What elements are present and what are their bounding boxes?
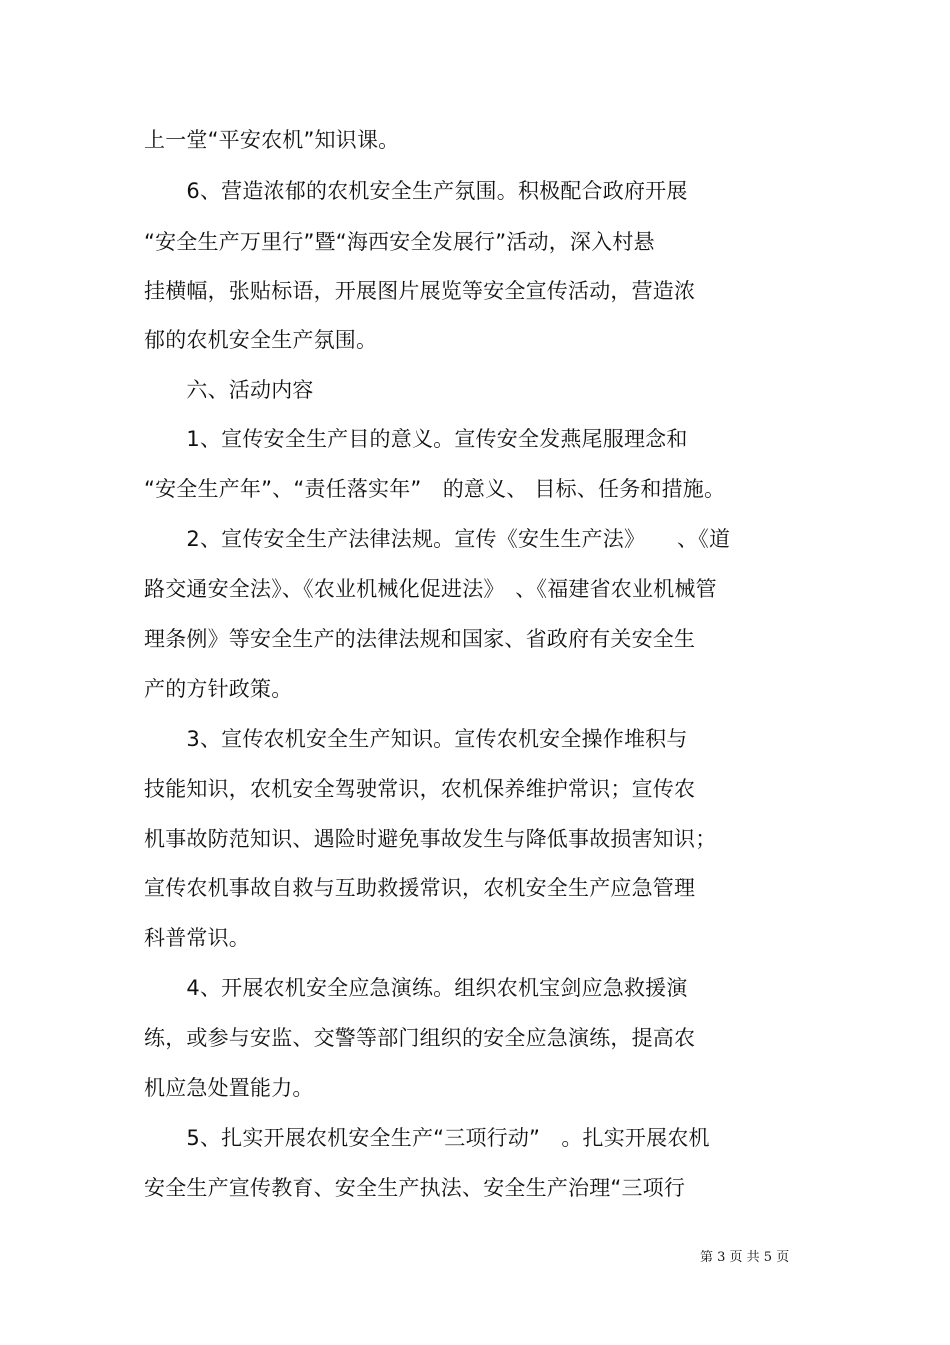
- text-line: 4、开展农机安全应急演练。组织农机宝剑应急救援演: [144, 976, 688, 1000]
- text-line: 练，或参与安监、交警等部门组织的安全应急演练，提高农: [144, 1026, 696, 1050]
- text-line: “安全生产万里行”暨“海西安全发展行”活动，深入村悬: [144, 230, 655, 254]
- text-line: “安全生产年”、“责任落实年” 的意义、 目标、任务和措施。: [144, 477, 726, 501]
- text-line: 产的方针政策。: [144, 677, 293, 701]
- text-line: 机事故防范知识、遇险时避免事故发生与降低事故损害知识；: [144, 827, 717, 851]
- text-line: 上一堂“平安农机”知识课。: [144, 128, 400, 152]
- text-line: 2、宣传安全生产法律法规。宣传《安生生产法》 、《道: [144, 527, 731, 551]
- text-line: 机应急处置能力。: [144, 1076, 314, 1100]
- text-line: 1、宣传安全生产目的意义。宣传安全发燕尾服理念和: [144, 427, 688, 451]
- text-line: 技能知识，农机安全驾驶常识，农机保养维护常识；宣传农: [144, 777, 696, 801]
- text-line: 宣传农机事故自救与互助救援常识，农机安全生产应急管理: [144, 876, 696, 900]
- text-line: 科普常识。: [144, 926, 250, 950]
- page-number-footer: 第 3 页 共 5 页: [700, 1250, 790, 1265]
- section-heading: 六、活动内容: [144, 378, 314, 402]
- text-line: 3、宣传农机安全生产知识。宣传农机安全操作堆积与: [144, 727, 688, 751]
- text-line: 郁的农机安全生产氛围。: [144, 328, 378, 352]
- text-line: 安全生产宣传教育、安全生产执法、安全生产治理“三项行: [144, 1176, 686, 1200]
- text-line: 5、扎实开展农机安全生产“三项行动” 。扎实开展农机: [144, 1126, 710, 1150]
- text-line: 挂横幅，张贴标语，开展图片展览等安全宣传活动，营造浓: [144, 279, 696, 303]
- text-line: 路交通安全法》、《农业机械化促进法》 、《福建省农业机械管: [144, 577, 717, 601]
- text-line: 理条例》等安全生产的法律法规和国家、省政府有关安全生: [144, 627, 696, 651]
- text-line: 6、营造浓郁的农机安全生产氛围。积极配合政府开展: [144, 179, 688, 203]
